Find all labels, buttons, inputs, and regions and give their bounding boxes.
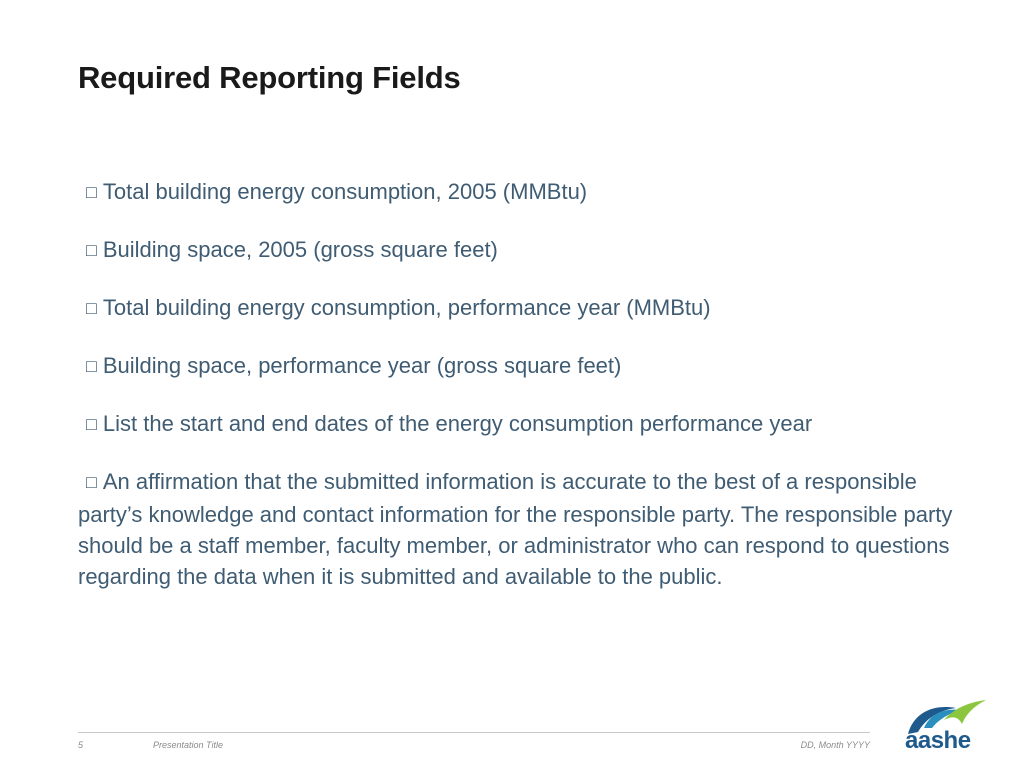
checkbox-icon: □ bbox=[86, 356, 97, 376]
slide-title: Required Reporting Fields bbox=[78, 60, 461, 95]
list-item-text: Building space, 2005 (gross square feet) bbox=[102, 237, 498, 262]
list-item-text: Total building energy consumption, performance year (MMBtu) bbox=[102, 295, 711, 320]
page-number: 5 bbox=[78, 740, 84, 750]
list-item-text: Total building energy consumption, 2005 (MMBtu) bbox=[102, 179, 588, 204]
footer-divider bbox=[78, 732, 870, 733]
list-item bbox=[78, 466, 958, 592]
list-item-text: List the start and end dates of the energy consumption performance year bbox=[102, 411, 813, 436]
list-item-text: An affirmation that the submitted information is accurate to the best of a responsible party’s knowledge and contact information for the responsible party. The responsible party should be a staff member, faculty member, or administrator who can respond to questions regarding the data when it is submitted and available to the public. bbox=[78, 469, 953, 589]
list-item bbox=[78, 176, 958, 209]
reporting-fields-list bbox=[78, 176, 958, 617]
list-item-text: Building space, performance year (gross square feet) bbox=[102, 353, 622, 378]
footer-date: DD, Month YYYY bbox=[800, 740, 870, 750]
checkbox-icon: □ bbox=[86, 182, 97, 202]
checkbox-icon: □ bbox=[86, 472, 97, 492]
presentation-title: Presentation Title bbox=[153, 740, 223, 750]
checkbox-icon: □ bbox=[86, 414, 97, 434]
list-item bbox=[78, 408, 958, 441]
list-item bbox=[78, 350, 958, 383]
list-item bbox=[78, 234, 958, 267]
list-item bbox=[78, 292, 958, 325]
logo-text: aashe bbox=[905, 727, 971, 754]
checkbox-icon: □ bbox=[86, 240, 97, 260]
checkbox-icon: □ bbox=[86, 298, 97, 318]
